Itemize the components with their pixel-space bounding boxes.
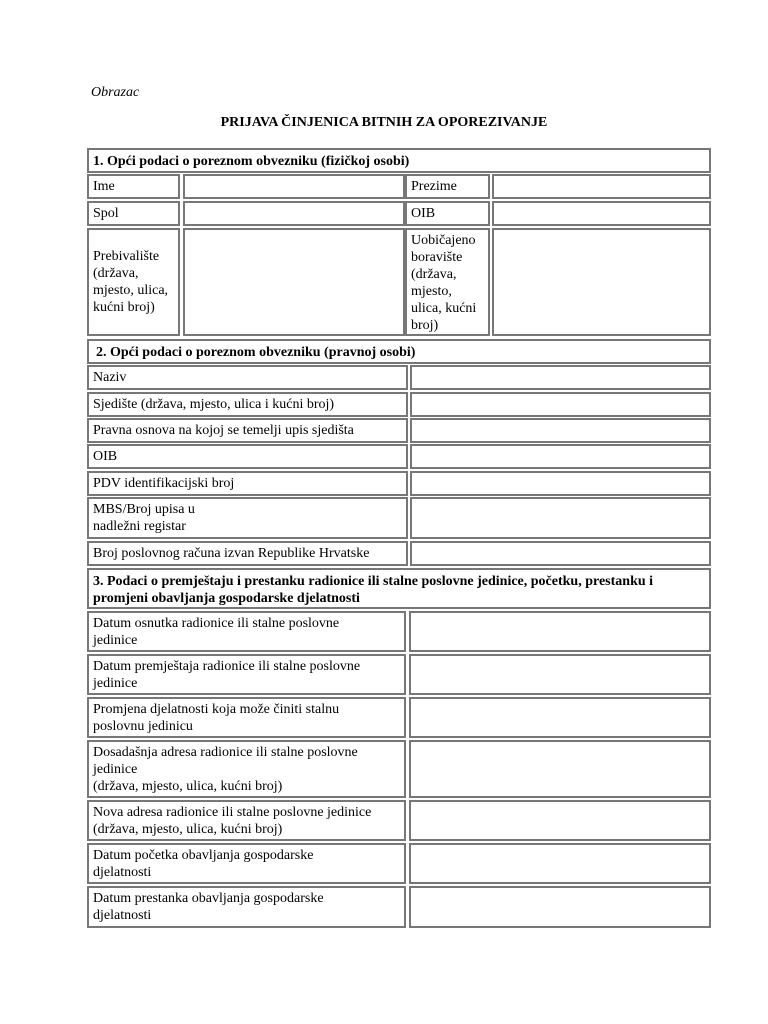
boraviste-input[interactable] xyxy=(492,228,711,336)
prezime-input[interactable] xyxy=(492,174,711,199)
nova-adresa-label: Nova adresa radionice ili stalne poslovne jedinice (država, mjesto, ulica, kućni broj) xyxy=(87,800,406,841)
section3-heading: 3. Podaci o premještaju i prestanku radionice ili stalne poslovne jedinice, početku, prestanku i promjeni obavljanja gospodarske djelatnosti xyxy=(87,568,711,609)
datum-premjestaja-input[interactable] xyxy=(409,654,711,695)
form-title: PRIJAVA ČINJENICA BITNIH ZA OPOREZIVANJE xyxy=(220,115,548,130)
promjena-djelatnosti-input[interactable] xyxy=(409,697,711,738)
sjediste-label: Sjedište (država, mjesto, ulica i kućni broj) xyxy=(87,392,408,417)
promjena-djelatnosti-label: Promjena djelatnosti koja može činiti stalnu poslovnu jedinicu xyxy=(87,697,406,738)
form-label: Obrazac xyxy=(91,85,140,100)
prebivaliste-label: Prebivalište (država, mjesto, ulica, kućni broj) xyxy=(87,228,180,336)
section1-heading: 1. Opći podaci o poreznom obvezniku (fizičkoj osobi) xyxy=(87,148,711,173)
naziv-input[interactable] xyxy=(410,365,711,390)
section2-heading: 2. Opći podaci o poreznom obvezniku (pravnoj osobi) xyxy=(87,339,711,364)
oib-pravna-input[interactable] xyxy=(410,444,711,469)
oib-input[interactable] xyxy=(492,201,711,226)
dosadasnja-adresa-label: Dosadašnja adresa radionice ili stalne poslovne jedinice (država, mjesto, ulica, kućni broj) xyxy=(87,740,406,798)
mbs-input[interactable] xyxy=(410,497,711,539)
pdv-id-label: PDV identifikacijski broj xyxy=(87,471,408,496)
oib-pravna-label: OIB xyxy=(87,444,408,469)
datum-osnutka-label: Datum osnutka radionice ili stalne poslovne jedinice xyxy=(87,611,406,652)
poslovni-racun-input[interactable] xyxy=(410,541,711,566)
sjediste-input[interactable] xyxy=(410,392,711,417)
prezime-label: Prezime xyxy=(405,174,490,199)
datum-prestanka-label: Datum prestanka obavljanja gospodarske djelatnosti xyxy=(87,886,406,928)
dosadasnja-adresa-input[interactable] xyxy=(409,740,711,798)
pravna-osnova-label: Pravna osnova na kojoj se temelji upis sjedišta xyxy=(87,418,408,443)
spol-label: Spol xyxy=(87,201,180,226)
boraviste-label: Uobičajeno boravište (država, mjesto, ulica, kućni broj) xyxy=(405,228,490,336)
naziv-label: Naziv xyxy=(87,365,408,390)
datum-pocetka-input[interactable] xyxy=(409,843,711,884)
poslovni-racun-label: Broj poslovnog računa izvan Republike Hrvatske xyxy=(87,541,408,566)
prebivaliste-input[interactable] xyxy=(183,228,405,336)
oib-label: OIB xyxy=(405,201,490,226)
datum-premjestaja-label: Datum premještaja radionice ili stalne poslovne jedinice xyxy=(87,654,406,695)
mbs-label: MBS/Broj upisa u nadležni registar xyxy=(87,497,408,539)
datum-pocetka-label: Datum početka obavljanja gospodarske djelatnosti xyxy=(87,843,406,884)
pdv-id-input[interactable] xyxy=(410,471,711,496)
datum-prestanka-input[interactable] xyxy=(409,886,711,928)
datum-osnutka-input[interactable] xyxy=(409,611,711,652)
spol-input[interactable] xyxy=(183,201,405,226)
pravna-osnova-input[interactable] xyxy=(410,418,711,443)
nova-adresa-input[interactable] xyxy=(409,800,711,841)
ime-label: Ime xyxy=(87,174,180,199)
ime-input[interactable] xyxy=(183,174,405,199)
